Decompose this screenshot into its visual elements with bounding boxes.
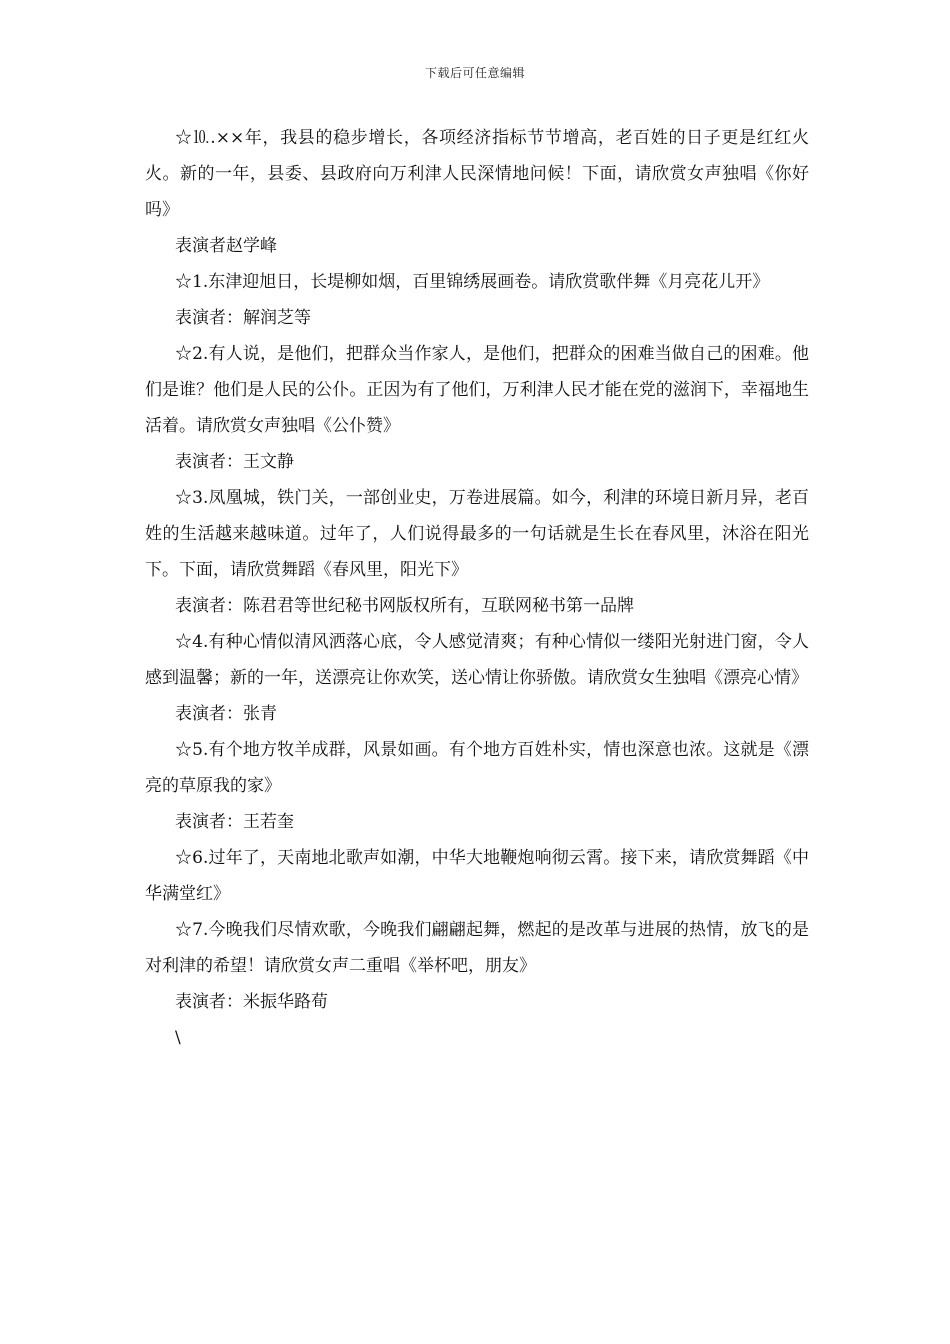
paragraph-program-10: ☆⒑.××年，我县的稳步增长，各项经济指标节节增高，老百姓的日子更是红红火火。新的一年，县委、县政府向万利津人民深情地问候！下面，请欣赏女声独唱《你好吗》 — [145, 128, 809, 220]
paragraph-program-7: ☆7.今晚我们尽情欢歌，今晚我们翩翩起舞，燃起的是改革与进展的热情，放飞的是对利津的希望！请欣赏女声二重唱《举杯吧，朋友》 — [145, 920, 809, 976]
performer-line: 表演者：王若奎 — [175, 812, 294, 832]
paragraph-program-5: ☆5.有个地方牧羊成群，风景如画。有个地方百姓朴实，情也深意也浓。这就是《漂亮的草原我的家》 — [145, 740, 809, 796]
page-header: 下载后可任意编辑 — [424, 66, 525, 80]
paragraph-program-3: ☆3.凤凰城，铁门关，一部创业史，万卷进展篇。如今，利津的环境日新月异，老百姓的生活越来越味道。过年了，人们说得最多的一句话就是生长在春风里，沐浴在阳光下。下面，请欣赏舞蹈《春风里，阳光下》 — [145, 488, 809, 580]
performer-line: 表演者：王文静 — [175, 452, 294, 472]
performer-line: 表演者：陈君君等世纪秘书网版权所有，互联网秘书第一品牌 — [175, 596, 634, 616]
performer-line: 表演者：解润芝等 — [175, 308, 311, 328]
paragraph-program-2: ☆2.有人说，是他们，把群众当作家人，是他们，把群众的困难当做自己的困难。他们是谁？他们是人民的公仆。正因为有了他们，万利津人民才能在党的滋润下，幸福地生活着。请欣赏女声独唱《公仆赞》 — [145, 344, 809, 436]
performer-line: 表演者：张青 — [175, 704, 277, 724]
paragraph-program-4: ☆4.有种心情似清风洒落心底，令人感觉清爽；有种心情似一缕阳光射进门窗，令人感到温馨；新的一年，送漂亮让你欢笑，送心情让你骄傲。请欣赏女生独唱《漂亮心情》 — [145, 632, 809, 688]
paragraph-program-1: ☆1.东津迎旭日，长堤柳如烟，百里锦绣展画卷。请欣赏歌伴舞《月亮花儿开》 — [175, 272, 770, 292]
trailing-mark: \ — [175, 1028, 181, 1048]
document-body — [145, 120, 809, 1056]
performer-line: 表演者赵学峰 — [175, 236, 277, 256]
performer-line: 表演者：米振华路荀 — [175, 992, 328, 1012]
paragraph-program-6: ☆6.过年了，天南地北歌声如潮，中华大地鞭炮响彻云霄。接下来，请欣赏舞蹈《中华满堂红》 — [145, 848, 809, 904]
